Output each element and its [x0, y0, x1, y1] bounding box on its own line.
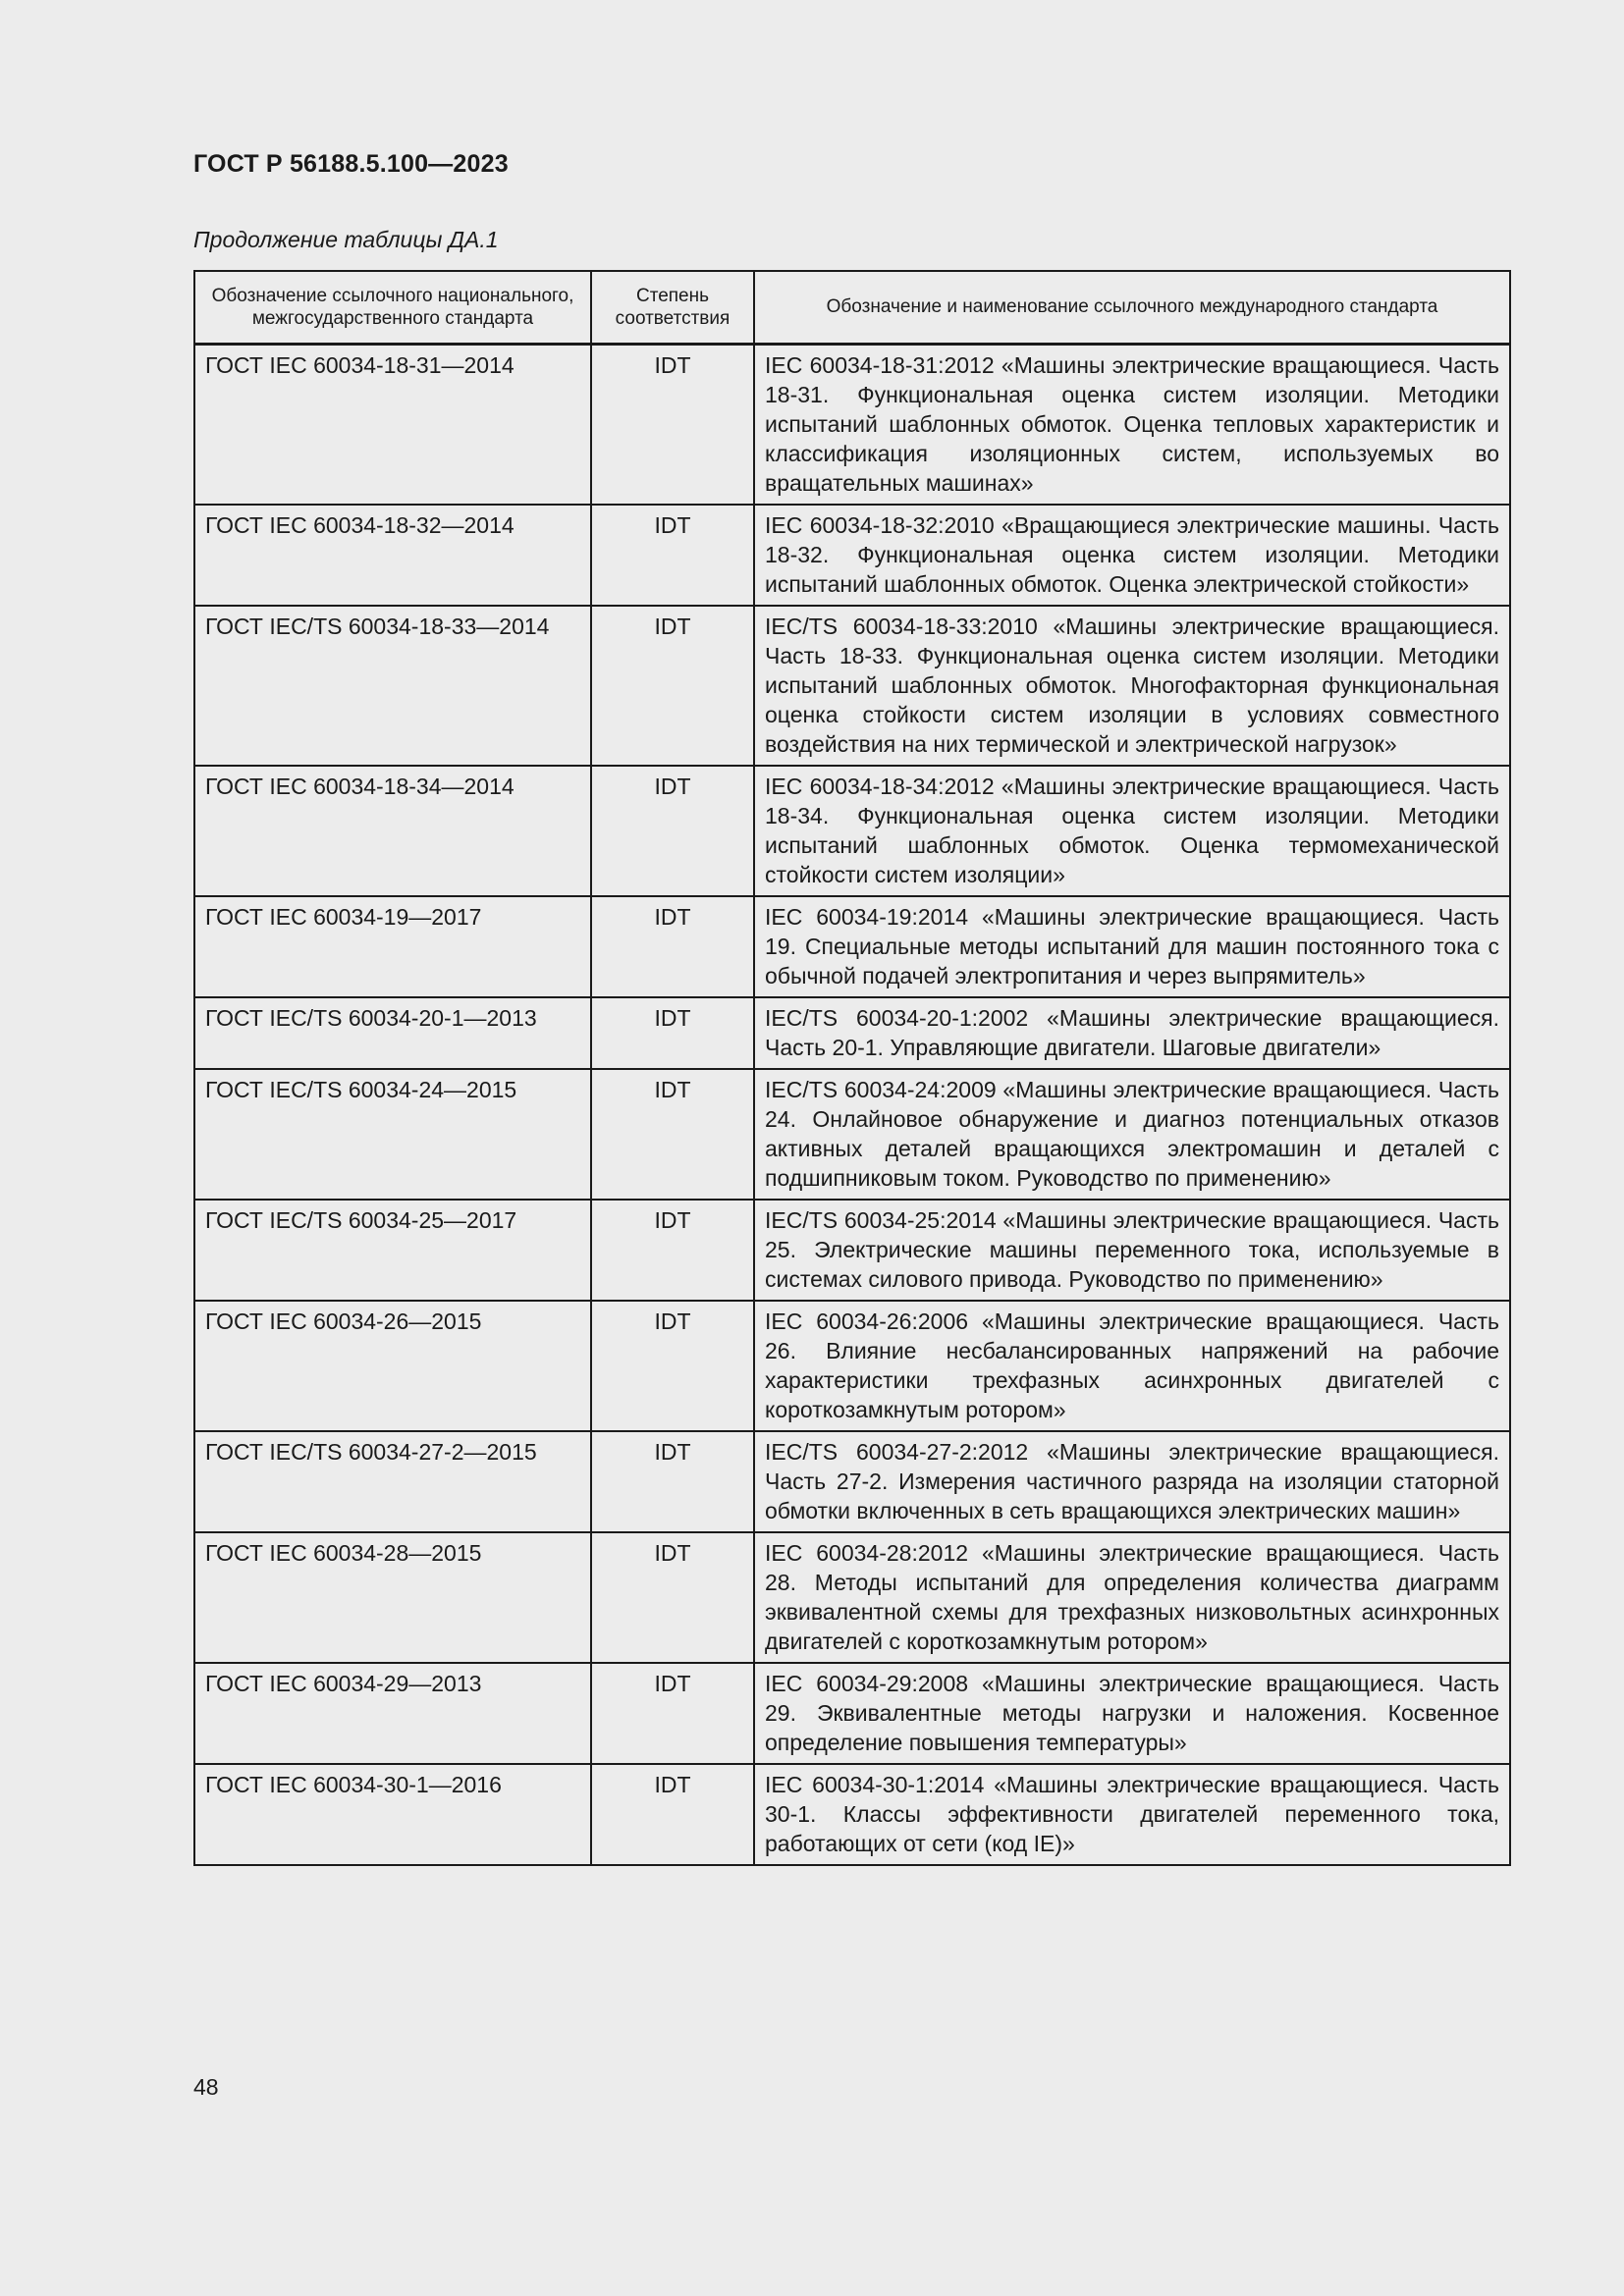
- national-standard-cell: ГОСТ IEC/TS 60034-24—2015: [194, 1069, 591, 1200]
- international-standard-cell: IEC/TS 60034-20-1:2002 «Машины электрические вращающиеся. Часть 20-1. Управляющие двигатели. Шаговые двигатели»: [754, 997, 1510, 1069]
- table-row: [194, 1200, 1510, 1301]
- reference-standards-table: [193, 270, 1511, 1866]
- degree-cell: IDT: [591, 1764, 754, 1865]
- degree-cell: IDT: [591, 1431, 754, 1532]
- table-row: [194, 505, 1510, 606]
- table-row: [194, 896, 1510, 997]
- international-standard-cell: IEC 60034-26:2006 «Машины электрические вращающиеся. Часть 26. Влияние несбалансированных напряжений на рабочие характеристики трехфазных асинхронных двигателей с короткозамкнутым ротором»: [754, 1301, 1510, 1431]
- international-standard-cell: IEC/TS 60034-25:2014 «Машины электрические вращающиеся. Часть 25. Электрические машины переменного тока, используемые в системах силового привода. Руководство по применению»: [754, 1200, 1510, 1301]
- page-number: 48: [193, 2074, 219, 2100]
- degree-cell: IDT: [591, 1200, 754, 1301]
- national-standard-cell: ГОСТ IEC 60034-18-31—2014: [194, 344, 591, 505]
- degree-cell: IDT: [591, 766, 754, 896]
- degree-cell: IDT: [591, 344, 754, 505]
- national-standard-cell: ГОСТ IEC/TS 60034-25—2017: [194, 1200, 591, 1301]
- degree-cell: IDT: [591, 1301, 754, 1431]
- column-header-national: Обозначение ссылочного национального, межгосударственного стандарта: [194, 271, 591, 344]
- international-standard-cell: IEC 60034-28:2012 «Машины электрические вращающиеся. Часть 28. Методы испытаний для определения количества диаграмм эквивалентной схемы для трехфазных низковольтных асинхронных двигателей с короткозамкнутым ротором»: [754, 1532, 1510, 1663]
- national-standard-cell: ГОСТ IEC 60034-26—2015: [194, 1301, 591, 1431]
- international-standard-cell: IEC 60034-18-31:2012 «Машины электрические вращающиеся. Часть 18-31. Функциональная оценка систем изоляции. Методики испытаний шаблонных обмоток. Оценка тепловых характеристик и классификация изоляционных систем, используемых во вращательных машинах»: [754, 344, 1510, 505]
- table-row: [194, 997, 1510, 1069]
- international-standard-cell: IEC 60034-18-34:2012 «Машины электрические вращающиеся. Часть 18-34. Функциональная оценка систем изоляции. Методики испытаний шаблонных обмоток. Оценка термомеханической стойкости систем изоляции»: [754, 766, 1510, 896]
- table-header: [194, 271, 1510, 344]
- national-standard-cell: ГОСТ IEC/TS 60034-20-1—2013: [194, 997, 591, 1069]
- national-standard-cell: ГОСТ IEC 60034-29—2013: [194, 1663, 591, 1764]
- national-standard-cell: ГОСТ IEC 60034-18-32—2014: [194, 505, 591, 606]
- document-code: ГОСТ Р 56188.5.100—2023: [193, 150, 509, 178]
- degree-cell: IDT: [591, 606, 754, 766]
- table-row: [194, 766, 1510, 896]
- table-row: [194, 1532, 1510, 1663]
- national-standard-cell: ГОСТ IEC/TS 60034-18-33—2014: [194, 606, 591, 766]
- degree-cell: IDT: [591, 1069, 754, 1200]
- degree-cell: IDT: [591, 1663, 754, 1764]
- national-standard-cell: ГОСТ IEC 60034-30-1—2016: [194, 1764, 591, 1865]
- international-standard-cell: IEC 60034-30-1:2014 «Машины электрические вращающиеся. Часть 30-1. Классы эффективности двигателей переменного тока, работающих от сети (код IE)»: [754, 1764, 1510, 1865]
- column-header-international: Обозначение и наименование ссылочного международного стандарта: [754, 271, 1510, 344]
- table-caption: Продолжение таблицы ДА.1: [193, 227, 499, 252]
- table-header-row: [194, 271, 1510, 344]
- international-standard-cell: IEC/TS 60034-27-2:2012 «Машины электрические вращающиеся. Часть 27-2. Измерения частичного разряда на изоляции статорной обмотки включенных в сеть вращающихся электрических машин»: [754, 1431, 1510, 1532]
- national-standard-cell: ГОСТ IEC 60034-28—2015: [194, 1532, 591, 1663]
- table-row: [194, 1431, 1510, 1532]
- table-row: [194, 1301, 1510, 1431]
- international-standard-cell: IEC/TS 60034-18-33:2010 «Машины электрические вращающиеся. Часть 18-33. Функциональная оценка систем изоляции. Методики испытаний шаблонных обмоток. Многофакторная функциональная оценка стойкости систем изоляции в условиях совместного воздействия на них термической и электрической нагрузок»: [754, 606, 1510, 766]
- table-body: [194, 344, 1510, 1865]
- table-row: [194, 606, 1510, 766]
- national-standard-cell: ГОСТ IEC 60034-18-34—2014: [194, 766, 591, 896]
- national-standard-cell: ГОСТ IEC/TS 60034-27-2—2015: [194, 1431, 591, 1532]
- table-row: [194, 1069, 1510, 1200]
- table-row: [194, 344, 1510, 505]
- international-standard-cell: IEC/TS 60034-24:2009 «Машины электрические вращающиеся. Часть 24. Онлайновое обнаружение и диагноз потенциальных отказов активных деталей вращающихся электромашин и деталей с подшипниковым током. Руководство по применению»: [754, 1069, 1510, 1200]
- degree-cell: IDT: [591, 896, 754, 997]
- table-row: [194, 1663, 1510, 1764]
- degree-cell: IDT: [591, 505, 754, 606]
- table-row: [194, 1764, 1510, 1865]
- international-standard-cell: IEC 60034-29:2008 «Машины электрические вращающиеся. Часть 29. Эквивалентные методы нагрузки и наложения. Косвенное определение повышения температуры»: [754, 1663, 1510, 1764]
- international-standard-cell: IEC 60034-19:2014 «Машины электрические вращающиеся. Часть 19. Специальные методы испытаний для машин постоянного тока с обычной подачей электропитания и через выпрямитель»: [754, 896, 1510, 997]
- degree-cell: IDT: [591, 1532, 754, 1663]
- column-header-degree: Степень соответствия: [591, 271, 754, 344]
- national-standard-cell: ГОСТ IEC 60034-19—2017: [194, 896, 591, 997]
- degree-cell: IDT: [591, 997, 754, 1069]
- international-standard-cell: IEC 60034-18-32:2010 «Вращающиеся электрические машины. Часть 18-32. Функциональная оценка систем изоляции. Методики испытаний шаблонных обмоток. Оценка электрической стойкости»: [754, 505, 1510, 606]
